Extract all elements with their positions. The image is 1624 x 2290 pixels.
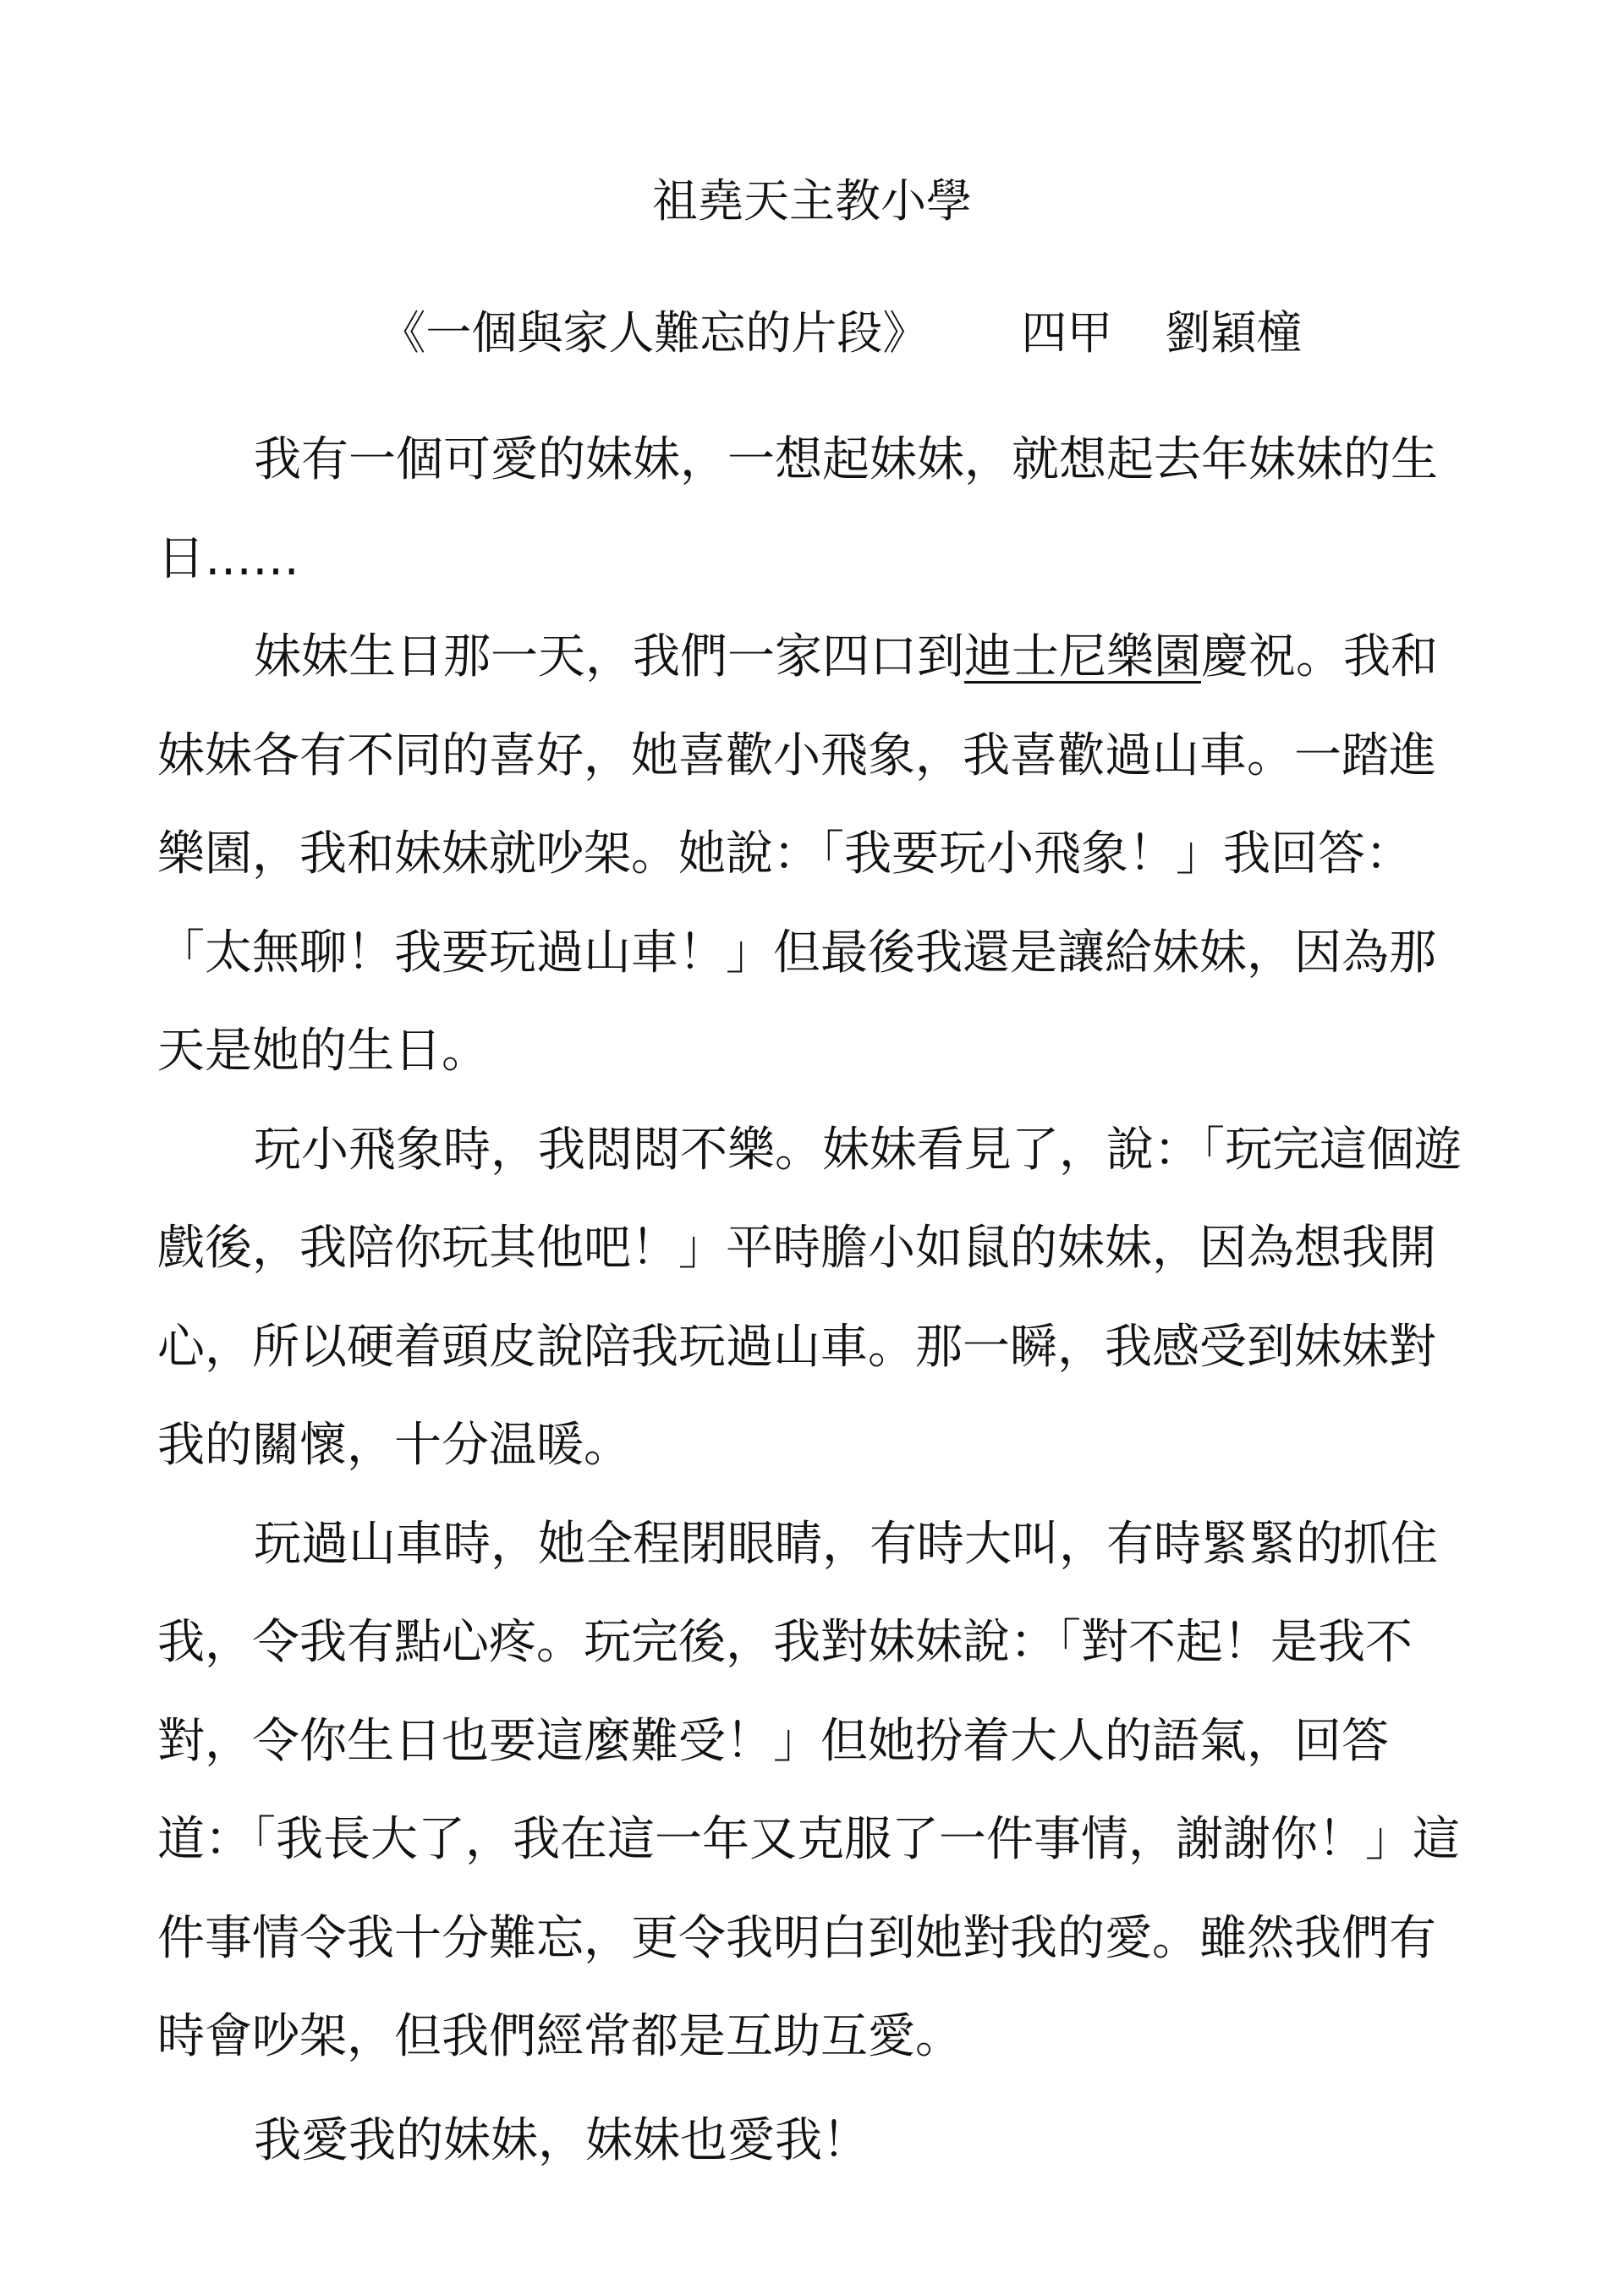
essay-title: 《一個與家人難忘的片段》 — [380, 306, 929, 360]
essay-body — [157, 411, 1477, 2190]
school-name: 祖堯天主教小學 — [652, 174, 972, 228]
paragraph-2-rest: 慶祝。我和妹妹各有不同的喜好，她喜歡小飛象，我喜歡過山車。一踏進樂園，我和妹妹就吵架。她說：「我要玩小飛象！」我回答：「太無聊！我要玩過山車！」但最後我還是讓給妹妹，因為那天是她的生日。 — [157, 629, 1438, 1079]
essay-title-line — [0, 252, 1624, 415]
paragraph-2-start: 妹妹生日那一天，我們一家四口到 — [254, 629, 964, 684]
paragraph-5: 我愛我的妹妹，妹妹也愛我！ — [254, 2112, 870, 2168]
paragraph-2 — [157, 608, 1477, 1101]
paragraph-4: 玩過山車時，她全程閉眼睛，有時大叫，有時緊緊的抓住我，令我有點心疼。玩完後，我對妹妹說：「對不起！是我不對，令你生日也要這麼難受！」但她扮着大人的語氣，回答道：「我長大了，我在這一年又克服了一件事情，謝謝你！」這件事情令我十分難忘，更令我明白到她對我的愛。雖然我們有時會吵架，但我們經常都是互助互愛。 — [157, 1516, 1460, 2064]
place-name-underlined: 迪士尼樂園 — [964, 629, 1201, 684]
paragraph-3: 玩小飛象時，我悶悶不樂。妹妹看見了，說：「玩完這個遊戲後，我陪你玩其他吧！」平時膽小如鼠的妹妹，因為想我開心，所以硬着頭皮說陪我玩過山車。那一瞬，我感受到妹妹對我的關懷，十分温暖。 — [157, 1122, 1462, 1473]
author-name: 劉穎橦 — [1165, 306, 1303, 360]
paragraph-1: 我有一個可愛的妹妹，一想起妹妹，就想起去年妹妹的生日…… — [157, 432, 1438, 586]
class-name: 四甲 — [1021, 306, 1113, 360]
